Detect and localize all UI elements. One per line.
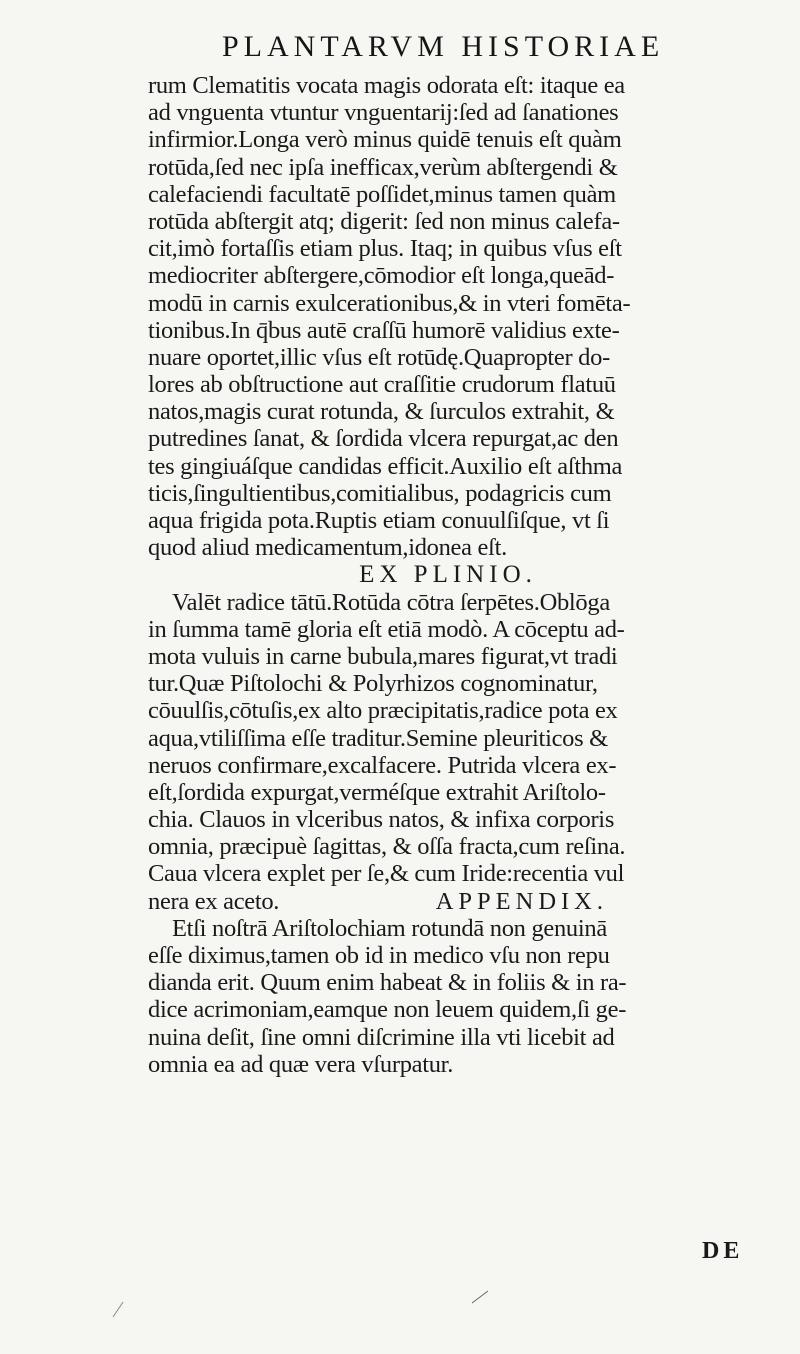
text-line: dianda erit. Quum enim habeat & in foliis & in ra-: [148, 969, 627, 997]
pen-mark: [110, 1300, 126, 1318]
text-block: [148, 72, 748, 1078]
text-line: aqua frigida pota.Ruptis etiam conuulſiſque, vt ſi: [148, 507, 610, 534]
text-line: cōuulſis,cōtuſis,ex alto præcipitatis,radice pota ex: [148, 697, 618, 725]
text-line: Caua vlcera explet per ſe,& cum Iride:recentia vul: [148, 860, 625, 888]
section-heading-appendix: APPENDIX.: [435, 887, 608, 915]
text-line: eſſe diximus,tamen ob id in medico vſu non repu: [148, 942, 610, 969]
text-line: Valēt radice tātū.Rotūda cōtra ſerpētes.Oblōga: [172, 588, 610, 616]
text-line: rotūda abſtergit atq; digerit: ſed non minus calefa-: [148, 207, 620, 235]
text-line: nuare oportet,illic vſus eſt rotūdę.Quapropter do-: [148, 343, 610, 371]
catchword: DE: [702, 1238, 744, 1264]
text-line: omnia ea ad quæ vera vſurpatur.: [148, 1050, 454, 1078]
text-line: infirmior.Longa verò minus quidē tenuis eſt quàm: [148, 126, 622, 154]
running-head: PLANTARVM HISTORIAE: [222, 30, 665, 63]
text-line: chia. Clauos in vlceribus natos, & infixa corporis: [148, 806, 615, 834]
text-line: Etſi noſtrā Ariſtolochiam rotundā non genuinā: [172, 914, 607, 942]
text-line: neruos confirmare,excalfacere. Putrida vlcera ex-: [148, 751, 617, 779]
text-line: omnia, præcipuè ſagittas, & oſſa fracta,cum reſina.: [148, 833, 626, 861]
pen-mark: [470, 1290, 490, 1304]
text-line: in ſumma tamē gloria eſt etiā modò. A cōceptu ad-: [148, 615, 625, 643]
section-heading-plinio: EX PLINIO.: [359, 561, 537, 589]
text-line: tes gingiuáſque candidas efficit.Auxilio eſt aſthma: [148, 452, 623, 480]
text-line: aqua,vtiliſſima eſſe traditur.Semine pleuriticos &: [148, 724, 608, 752]
text-line: eſt,ſordida expurgat,verméſque extrahit Ariſtolo-: [148, 778, 606, 806]
text-line: nera ex aceto.: [148, 887, 280, 915]
text-line: ticis,ſingultientibus,comitialibus, podagricis cum: [148, 479, 612, 507]
text-line: rotūda,ſed nec ipſa inefficax,verùm abſtergendi &: [148, 153, 618, 181]
text-line: quod aliud medicamentum,idonea eſt.: [148, 534, 507, 562]
text-line: tionibus.In q̄bus autē craſſū humorē validius exte-: [148, 316, 620, 344]
text-line: cit,imò fortaſſis etiam plus. Itaq; in quibus vſus eſt: [148, 235, 622, 263]
text-line: calefaciendi facultatē poſſidet,minus tamen quàm: [148, 180, 616, 208]
text-line: ad vnguenta vtuntur vnguentarij:ſed ad ſanationes: [148, 99, 619, 127]
text-line: mediocriter abſtergere,cōmodior eſt longa,queād-: [148, 262, 615, 290]
text-line-with-heading: [148, 888, 748, 915]
text-line: nuina deſit, ſine omni diſcrimine illa vti licebit ad: [148, 1023, 615, 1051]
text-line: lores ab obſtructione aut craſſitie crudorum flatuū: [148, 371, 616, 399]
text-line: modū in carnis exulcerationibus,& in vteri fomēta-: [148, 289, 631, 317]
text-line: putredines ſanat, & ſordida vlcera repurgat,ac den: [148, 425, 619, 453]
text-line: mota vuluis in carne bubula,mares figurat,vt tradi: [148, 642, 618, 670]
text-line: tur.Quæ Piſtolochi & Polyrhizos cognominatur,: [148, 670, 598, 698]
text-line: dice acrimoniam,eamque non leuem quidem,ſi ge-: [148, 996, 627, 1024]
text-line: natos,magis curat rotunda, & ſurculos extrahit, &: [148, 398, 615, 426]
text-line: rum Clematitis vocata magis odorata eſt: itaque ea: [148, 72, 625, 99]
